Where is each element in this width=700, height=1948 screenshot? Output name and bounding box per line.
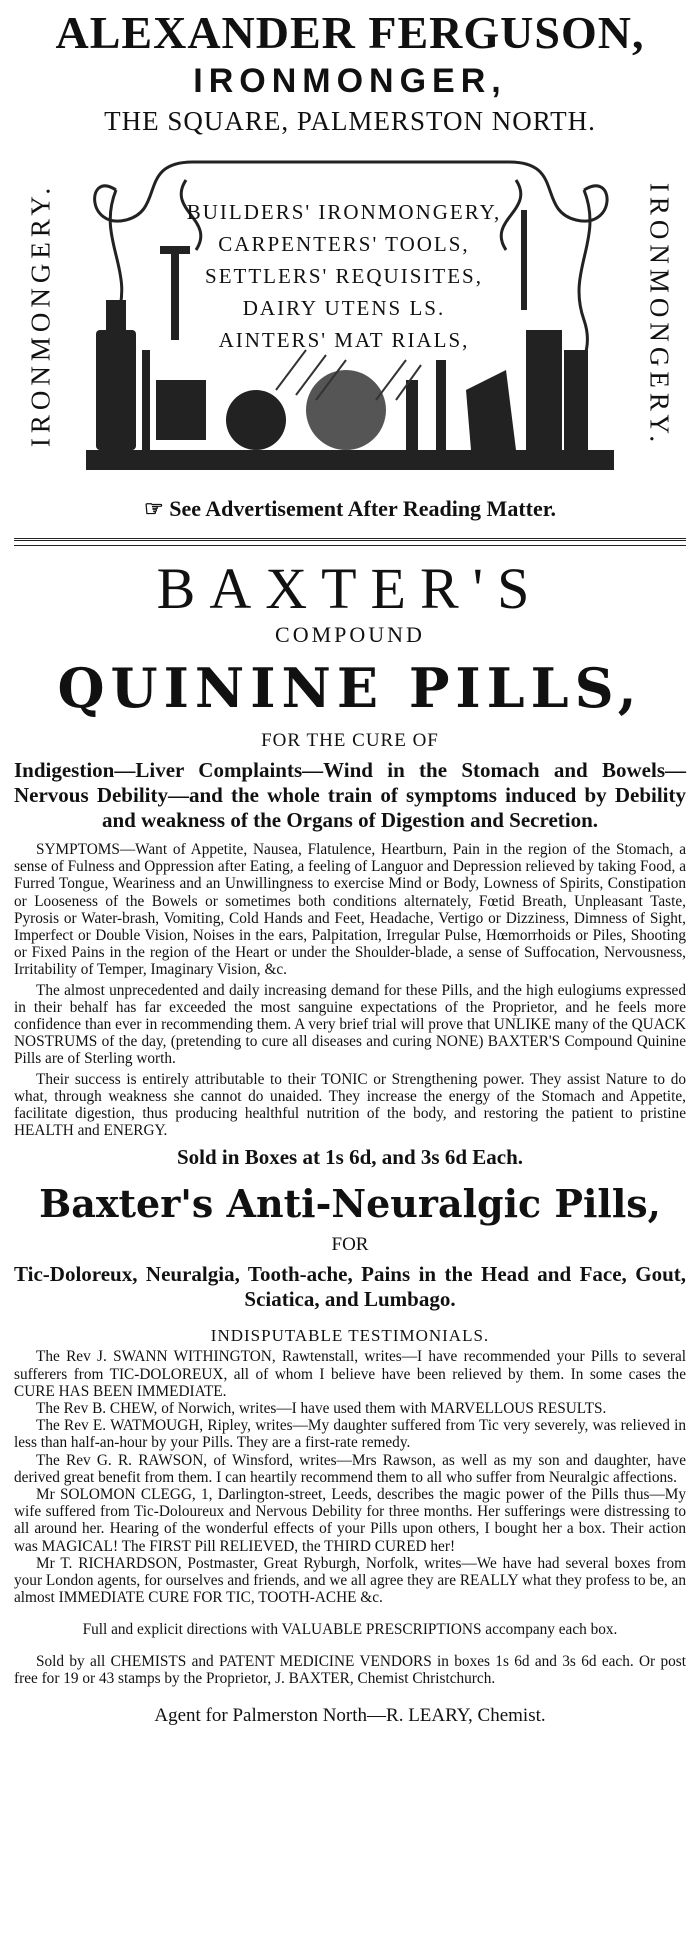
success-paragraph: Their success is entirely attributable to their TONIC or Strengthening power. They assist Nature to do what, through weakness she cannot do unaided. They increase the energy of the Stomach and Appetite, facilitate digestion, thus producing healthful nutrition of the body, and restoring the patient to pristine HEALTH and ENERGY. [14, 1070, 686, 1140]
quinine-pills-advertisement [14, 556, 686, 1170]
goods-item: DAIRY UTENS LS. [242, 296, 446, 320]
ferguson-advertisement [14, 0, 686, 538]
symptoms-paragraph: SYMPTOMS—Want of Appetite, Nausea, Flatulence, Heartburn, Pain in the region of the Stomach, a sense of Fulness and Oppression after Eating, a feeling of Languor and Depression relieved by taking Food, a Furred Tongue, Weariness and an Unwillingness to exercise Mind or Body, Lowness of Spirits, Constipation or Looseness of the Bowels or sometimes both conditions alternately, Fœtid Breath, Unpleasant Taste, Pyrosis or Water-brash, Vomiting, Cold Hands and Feet, Headache, Vertigo or Dizziness, Dimness of Sight, Imperfect or Double Vision, Noises in the ears, Palpitation, Irregular Pulse, Hœmorrhoids or Piles, Shooting or Fixed Pains in the region of the Heart or under the Shoulder-blade, a sense of Suffocation, Nervousness, Irritability of Temper, Imaginary Vision, &c. [14, 841, 686, 979]
demand-paragraph: The almost unprecedented and daily increasing demand for these Pills, and the high eulogiums expressed in their behalf has far exceeded the most sanguine expectations of the Proprietor, and he feels more confidence than ever in recommending them. A very brief trial will prove that UNLIKE many of the QUACK NOSTRUMS of the day, (pretending to cure all diseases and curing NONE) BAXTER'S Compound Quinine Pills are of Sterling worth. [14, 981, 686, 1068]
goods-item: BUILDERS' IRONMONGERY, [186, 200, 502, 224]
testimonial: The Rev B. CHEW, of Norwich, writes—I have used them with MARVELLOUS RESULTS. [36, 1400, 607, 1418]
advertiser-name: ALEXANDER FERGUSON, [55, 7, 645, 58]
testimonial: Mr SOLOMON CLEGG, 1, Darlington-street, Leeds, describes the magic power of the Pills thus—My wife suffered from Tic-Doloureux and Nervous Debility for three months. Her sufferings were distressing to all around her. Hearing of the wonderful effects of your Pills upon others, I bought her a box. Their action was MAGICAL! The FIRST Pill RELIEVED, the THIRD CURED her! [14, 1486, 686, 1555]
indications-text: Indigestion—Liver Complaints—Wind in the Stomach and Bowels—Nervous Debility—and the whole train of symptoms induced by Debility and weakness of the Organs of Digestion and Secretion. [14, 758, 686, 832]
divider-rule [14, 538, 686, 546]
testimonials-heading: INDISPUTABLE TESTIMONIALS. [210, 1326, 490, 1346]
vendor-paragraph: Sold by all CHEMISTS and PATENT MEDICINE VENDORS in boxes 1s 6d and 3s 6d each. Or post free for 19 or 43 stamps by the Proprietor, J. BAXTER, Chemist Christchurch. [14, 1652, 686, 1687]
address: THE SQUARE, PALMERSTON NORTH. [104, 106, 596, 136]
for-label: FOR [331, 1234, 369, 1256]
directions-note: Full and explicit directions with VALUABLE PRESCRIPTIONS accompany each box. [82, 1620, 618, 1638]
side-label-left: IRONMONGERY. [25, 182, 56, 448]
testimonial: The Rev G. R. RAWSON, of Winsford, writes—Mrs Rawson, as well as my son and daughter, have derived great benefit from them. I can heartily recommend them to all who suffer from Neuralgic affections. [14, 1451, 686, 1486]
goods-item: AINTERS' MAT RIALS, [218, 328, 470, 352]
see-advertisement-note: ☞ See Advertisement After Reading Matter. [144, 496, 556, 521]
compound-label: COMPOUND [275, 622, 425, 647]
side-label-right: IRONMONGERY. [644, 182, 675, 448]
goods-item: SETTLERS' REQUISITES, [205, 264, 483, 288]
product-title: Baxter's Anti-Neuralgic Pills, [39, 1181, 661, 1227]
for-cure-label: FOR THE CURE OF [261, 730, 439, 751]
goods-item: CARPENTERS' TOOLS, [218, 232, 470, 256]
goods-list [164, 196, 524, 356]
trade-title: IRONMONGER, [193, 62, 507, 100]
price-line: Sold in Boxes at 1s 6d, and 3s 6d Each. [176, 1145, 524, 1170]
indications-text: Tic-Doloreux, Neuralgia, Tooth-ache, Pains in the Head and Face, Gout, Sciatica, and Lumbago. [14, 1262, 686, 1312]
anti-neuralgic-advertisement [14, 1180, 686, 1726]
brand-heading: BAXTER'S [156, 556, 544, 621]
agent-line: Agent for Palmerston North—R. LEARY, Chemist. [154, 1704, 546, 1726]
product-title: QUININE PILLS, [57, 656, 643, 720]
testimonial: The Rev J. SWANN WITHINGTON, Rawtenstall, writes—I have recommended your Pills to several sufferers from TIC-DOLOREUX, all of whom I believe have been relieved by them. In some cases the CURE HAS BEEN IMMEDIATE. [14, 1348, 686, 1400]
testimonial: The Rev E. WATMOUGH, Ripley, writes—My daughter suffered from Tic very severely, was relieved in less than half-an-hour by your Pills. They are a first-rate remedy. [14, 1417, 686, 1452]
testimonial: Mr T. RICHARDSON, Postmaster, Great Ryburgh, Norfolk, writes—We have had several boxes from your London agents, for ourselves and friends, and we all agree they are REALLY what they profess to be, an almost IMMEDIATE CURE FOR TIC, TOOTH-ACHE &c. [14, 1554, 686, 1607]
